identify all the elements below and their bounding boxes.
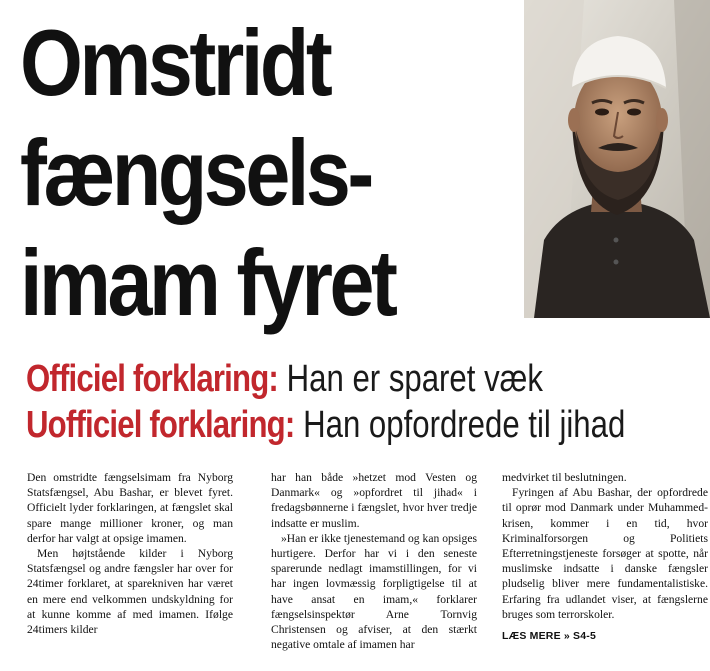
official-text: Han er sparet væk [286,358,543,400]
portrait-illustration [524,0,710,318]
paragraph: har han både »hetzet mod Vesten og Danmark« og »opfordret til jihad« i fredagsbønnerne i fængslet, hvor hver tredje indsatte er muslim. [271,471,477,530]
read-more-link[interactable]: LÆS MERE » S4-5 [502,630,597,643]
unofficial-label: Uofficiel forklaring: [26,404,295,446]
headline-line-3: imam fyret [20,230,395,335]
subhead-official [26,357,592,401]
unofficial-text: Han opfordrede til jihad [303,404,626,446]
headline [20,8,450,338]
portrait-photo [524,0,710,318]
article-column-3 [502,470,708,644]
paragraph: Fyringen af Abu Bashar, der opfordrede til oprør mod Danmark under Muhammed-krisen, kommer i en tid, hvor Kriminalforsorgen og Politiets Efterretningstjeneste forsøger at spotte, når muslimske indsatte i danske fængsler pludselig bliver mere fundamentalistiske. Erfaring fra udlandet viser, at fængslerne bruges som terrorskoler. [502,486,708,621]
headline-line-2: fængsels- [20,120,371,225]
article-column-1 [27,470,233,637]
article-column-2 [271,470,477,652]
paragraph: Men højtstående kilder i Nyborg Statsfængsel og andre fængsler har over for 24timer forklaret, at sparekniven har været en mere end velkommen undskyldning for at kunne komme af med imamen. Ifølge 24timers kilder [27,547,233,637]
subhead-unofficial [26,403,626,447]
headline-line-1: Omstridt [20,10,330,115]
article-body [27,470,707,670]
paragraph: Den omstridte fængselsimam fra Nyborg Statsfængsel, Abu Bashar, er blevet fyret. Officielt lyder forklaringen, at fængslet skal spare mange millioner kroner, og man derfor har valgt at opsige imamen. [27,471,233,545]
paragraph: medvirket til beslutningen. [502,471,627,484]
paragraph: »Han er ikke tjenestemand og kan opsiges hurtigere. Derfor har vi i den seneste sparerunde nedlagt imamstillingen, for vi har ingen lovmæssig forpligtigelse til at have ansat en imam,« forklarer fængselsinspektør Arne Tornvig Christensen og afviser, at den stærkt negative omtale af imamen har [271,531,477,652]
official-label: Officiel forklaring: [26,358,278,400]
